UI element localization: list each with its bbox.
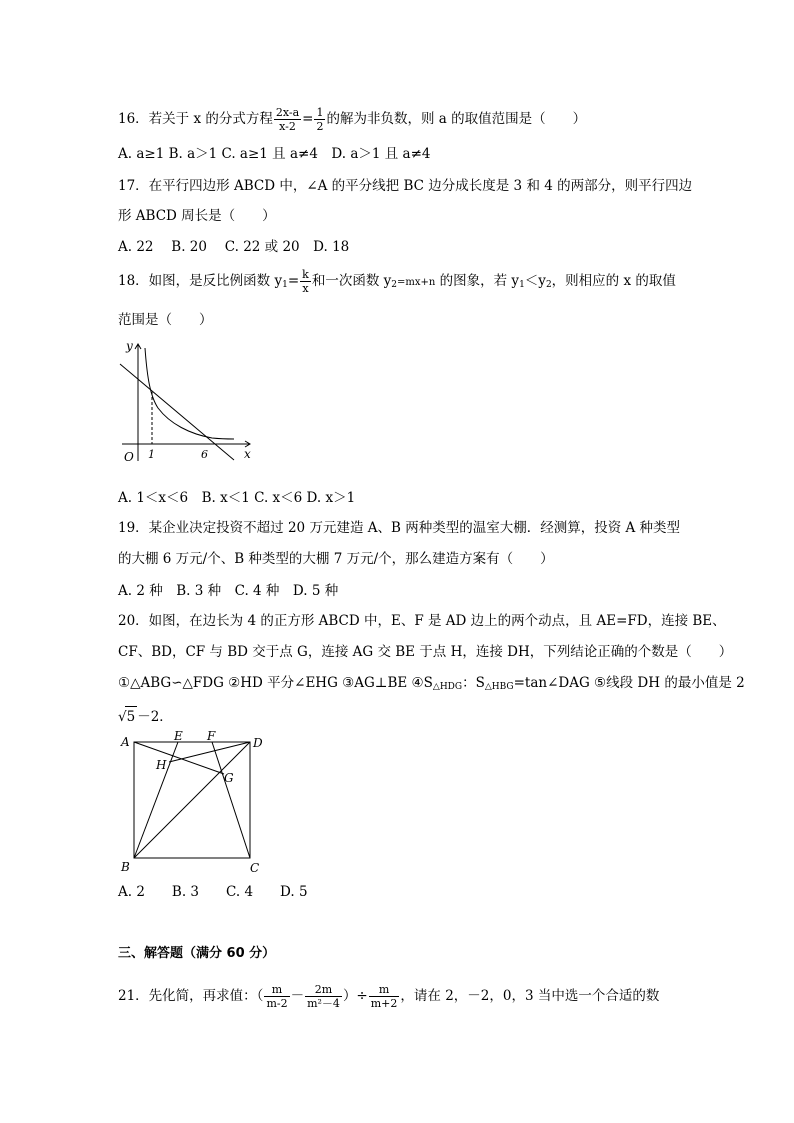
- q18-graph: [112, 336, 262, 466]
- q20-label-f: F: [207, 730, 216, 743]
- q17-options: A. 22 B. 20 C. 22 或 20 D. 18: [118, 239, 350, 255]
- section-3-title: 三、解答题（满分 60 分）: [118, 946, 276, 961]
- q20-label-h: H: [156, 758, 167, 772]
- q18-stem-line2: 范围是（ ）: [118, 312, 213, 328]
- q19-options: A. 2 种 B. 3 种 C. 4 种 D. 5 种: [118, 583, 339, 599]
- q20-segment-dh: [169, 742, 250, 762]
- q16-fraction-rhs: $\frac{1}{2}$: [316, 106, 324, 133]
- q16-stem: 16．若关于 x 的分式方程 $\frac{2x-a}{x-2}$ = $\frac{1}{2}$ 的解为非负数，则 a 的取值范围是（ ）: [118, 106, 587, 133]
- q18-fraction-k-over-x: $\frac{k}{x}$: [302, 268, 309, 295]
- q18-hyperbola-curve: [145, 348, 234, 439]
- q20-segment-ag: [134, 742, 224, 774]
- q21-fraction-3: $\frac{m}{m+2}$: [370, 983, 398, 1010]
- q18-x-label: x: [244, 447, 251, 461]
- q20-label-d: D: [253, 736, 263, 750]
- q17-stem-line1: 17．在平行四边形 ABCD 中，∠A 的平分线把 BC 边分成长度是 3 和 4 的两部分，则平行四边: [118, 178, 693, 194]
- q18-tick-1: 1: [148, 448, 155, 461]
- q20-stem-line4: √5 －2．: [118, 706, 173, 727]
- q20-options: A. 2 B. 3 C. 4 D. 5: [118, 884, 308, 900]
- q20-stem-line3: ①△ABG∽△FDG ②HD 平分∠EHG ③AG⊥BE $④S_{\triangle HDG}$：$S_{\triangle HBG}=\tan\angle DAG$ ⑤线段 DH 的最小值是 2: [118, 675, 745, 692]
- q20-segment-cf: [212, 742, 250, 858]
- q20-label-a: A: [121, 735, 130, 749]
- q20-label-c: C: [250, 861, 260, 875]
- q21-fraction-1: $\frac{m}{m-2}$: [266, 983, 288, 1010]
- q19-stem-line1: 19．某企业决定投资不超过 20 万元建造 A、B 两种类型的温室大棚．经测算，投资 A 种类型: [118, 520, 681, 536]
- q20-stem-line1: 20．如图，在边长为 4 的正方形 ABCD 中，E、F 是 AD 边上的两个动点，且 AE=FD，连接 BE、: [118, 613, 726, 629]
- q16-options: A. a≥1 B. a＞1 C. a≥1 且 a≠4 D. a＞1 且 a≠4: [118, 146, 431, 162]
- q16-fraction-lhs: $\frac{2x-a}{x-2}$: [275, 106, 300, 133]
- q19-stem-line2: 的大棚 6 万元/个、B 种类型的大棚 7 万元/个，那么建造方案有（ ）: [118, 551, 554, 567]
- q18-origin-label: O: [124, 450, 134, 464]
- q20-segment-bd: [134, 742, 250, 858]
- q17-stem-line2: 形 ABCD 周长是（ ）: [118, 208, 276, 224]
- q20-stem-line2: CF、BD，CF 与 BD 交于点 G，连接 AG 交 BE 于点 H，连接 DH，下列结论正确的个数是（ ）: [118, 644, 733, 660]
- q18-tick-6: 6: [201, 448, 208, 461]
- q20-square-figure: [116, 730, 276, 880]
- q18-y-label: y: [126, 339, 133, 353]
- q20-label-b: B: [121, 860, 130, 874]
- q18-options: A. 1＜x＜6 B. x＜1 C. x＜6 D. x＞1: [118, 490, 356, 506]
- q21-stem: 21．先化简，再求值：（ $\frac{m}{m-2}$ － $\frac{2m}{\text{m²－4}}$ ）÷ $\frac{m}{m+2}$ ，请在 2，－2，0，3 当中选一个合适的数: [118, 983, 660, 1010]
- q18-linear-function-line: [120, 364, 234, 460]
- q18-stem-line1: 18．如图，是反比例函数 $y_1=$ $\frac{k}{x}$ 和一次函数 $y_2=mx+n$ 的图象，若 $y_1<y_2$，则相应的 x 的取值: [118, 268, 676, 295]
- q20-label-g: G: [224, 771, 234, 785]
- q20-label-e: E: [174, 730, 183, 743]
- q21-fraction-2: $\frac{2m}{\text{m²－4}}$: [307, 983, 340, 1010]
